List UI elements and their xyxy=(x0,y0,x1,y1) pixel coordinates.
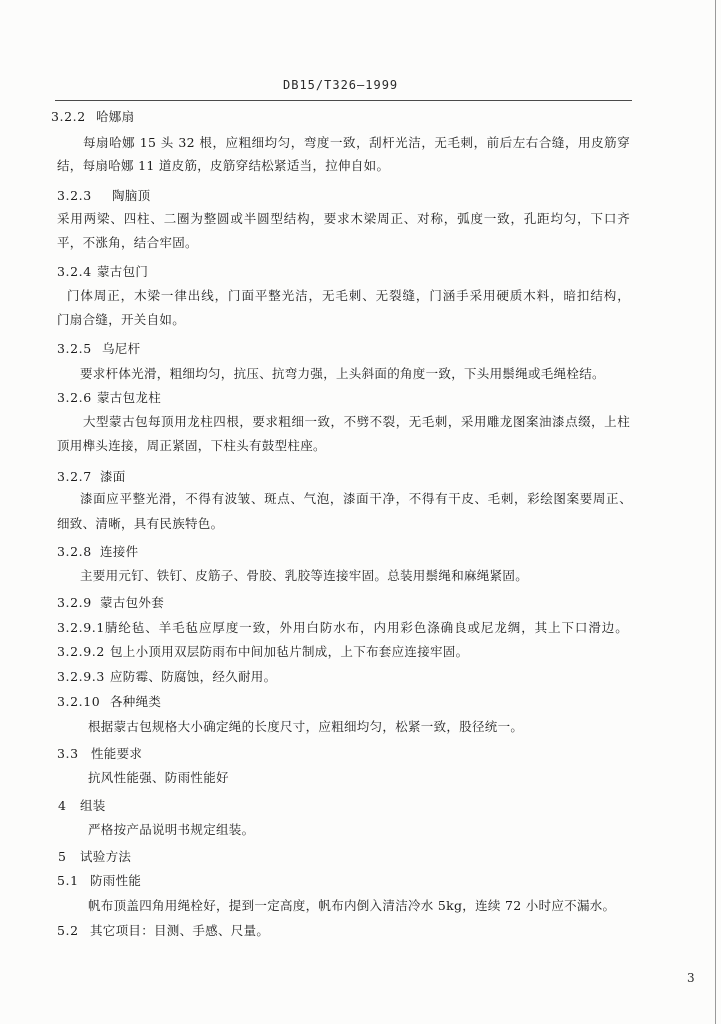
clause-number: 3.2.9.2 xyxy=(57,644,105,659)
clause-title: 各种绳类 xyxy=(110,694,162,709)
clause-title: 漆面 xyxy=(100,469,126,484)
body-line: 平，不涨角，结合牢固。 xyxy=(57,235,198,250)
clause-number: 4 xyxy=(58,798,67,813)
body-line: 大型蒙古包每顶用龙柱四根，要求粗细一致，不劈不裂，无毛刺，采用雕龙图案油漆点缀，上柱 xyxy=(83,414,630,429)
clause-text: 包上小顶用双层防雨布中间加毡片制成，上下布套应连接牢固。 xyxy=(110,644,469,659)
body-line: 漆面应平整光滑，不得有波皱、斑点、气泡，漆面干净，不得有干皮、毛刺，彩绘图案要周正、 xyxy=(80,491,632,506)
body-line: 要求杆体光滑，粗细均匀，抗压、抗弯力强，上头斜面的角度一致，下头用鬃绳或毛绳栓结。 xyxy=(80,366,605,381)
clause-title: 蒙古包外套 xyxy=(100,595,165,610)
body-line: 抗风性能强、防雨性能好 xyxy=(88,770,229,785)
clause-number: 5 xyxy=(58,849,67,864)
clause-number: 3.2.2 xyxy=(51,109,86,124)
clause-number: 3.2.3 xyxy=(57,188,92,203)
clause-number: 3.2.4 xyxy=(57,264,92,279)
clause-number: 5.2 xyxy=(57,923,79,938)
clause-title: 陶脑顶 xyxy=(112,188,151,203)
standard-number-header: DB15/T326—1999 xyxy=(283,78,399,92)
body-line: 帆布顶盖四角用绳栓好，提到一定高度，帆布内倒入清洁冷水 5kg，连续 72 小时应不漏水。 xyxy=(88,898,616,913)
clause-title: 连接件 xyxy=(100,544,139,559)
clause-number: 3.2.9 xyxy=(57,595,92,610)
clause-title: 蒙古包门 xyxy=(97,264,149,279)
clause-title: 蒙古包龙柱 xyxy=(97,390,162,405)
clause-title: 乌尼杆 xyxy=(102,341,141,356)
body-line: 结，每扇哈娜 11 道皮筋，皮筋穿结松紧适当，拉伸自如。 xyxy=(57,158,390,173)
body-line: 每扇哈娜 15 头 32 根，应粗细均匀，弯度一致，刮杆光洁，无毛刺，前后左右合缝，用皮筋穿 xyxy=(83,135,630,150)
scan-edge-line xyxy=(715,0,716,1024)
clause-number: 5.1 xyxy=(57,873,79,888)
clause-number: 3.2.9.3 xyxy=(57,669,105,684)
clause-title: 哈娜扇 xyxy=(96,109,135,124)
clause-number: 3.3 xyxy=(57,746,79,761)
clause-text: 腈纶毡、羊毛毡应厚度一致，外用白防水布，内用彩色涤确良或尼龙绸，其上下口滑边。 xyxy=(105,620,628,635)
clause-number: 3.2.9.1 xyxy=(57,620,105,635)
clause-text: 其它项目：目测、手感、尺量。 xyxy=(90,923,270,938)
header-rule xyxy=(55,100,632,101)
clause-number: 3.2.6 xyxy=(57,390,92,405)
body-line: 根据蒙古包规格大小确定绳的长度尺寸，应粗细均匀，松紧一致，股径统一。 xyxy=(88,719,524,734)
body-line: 门体周正，木梁一律出线，门面平整光洁，无毛刺、无裂缝，门涵手采用硬质木料，暗扣结构， xyxy=(67,288,630,303)
clause-text: 应防霉、防腐蚀，经久耐用。 xyxy=(110,669,277,684)
clause-number: 3.2.10 xyxy=(57,694,101,709)
body-line: 细致、清晰，具有民族特色。 xyxy=(57,516,224,531)
page-number: 3 xyxy=(687,971,695,985)
body-line: 顶用榫头连接，周正紧固，下柱头有鼓型柱座。 xyxy=(57,438,326,453)
clause-number: 3.2.8 xyxy=(57,544,92,559)
body-line: 采用两梁、四柱、二圈为整圆或半圆型结构，要求木梁周正、对称，弧度一致，孔距均匀，下口齐 xyxy=(57,211,630,226)
clause-number: 3.2.7 xyxy=(57,469,92,484)
clause-title: 试验方法 xyxy=(80,849,132,864)
clause-title: 组装 xyxy=(80,798,106,813)
body-line: 门扇合缝，开关自如。 xyxy=(57,312,186,327)
clause-number: 3.2.5 xyxy=(57,341,92,356)
body-line: 主要用元钉、铁钉、皮筋子、骨胶、乳胶等连接牢固。总装用鬃绳和麻绳紧固。 xyxy=(80,568,529,583)
body-line: 严格按产品说明书规定组装。 xyxy=(88,822,255,837)
clause-title: 性能要求 xyxy=(91,746,143,761)
clause-title: 防雨性能 xyxy=(90,873,142,888)
